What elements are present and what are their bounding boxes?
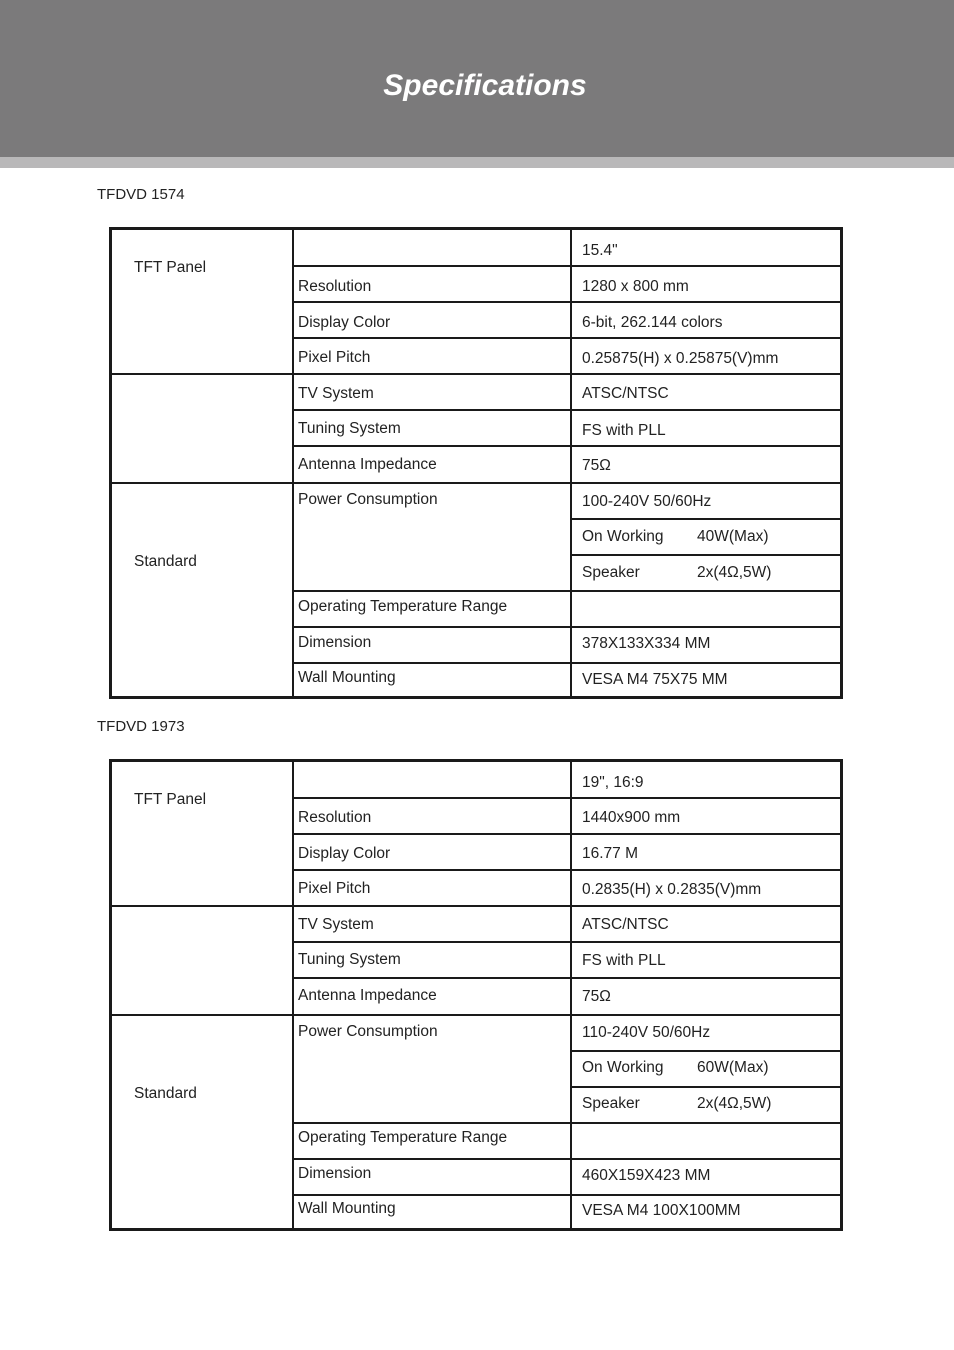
- model-label: TFDVD 1574: [97, 186, 185, 203]
- row-divider: [292, 662, 840, 664]
- row-divider: [570, 1086, 840, 1088]
- param-cell: Tuning System: [298, 420, 401, 437]
- power-working-label: On Working: [582, 1059, 664, 1076]
- value-cell: VESA M4 75X75 MM: [582, 671, 728, 688]
- row-divider: [292, 869, 840, 871]
- value-cell: 1440x900 mm: [582, 809, 681, 826]
- power-working-value: 60W(Max): [697, 1059, 769, 1076]
- group-divider: [112, 373, 840, 375]
- row-divider: [570, 1050, 840, 1052]
- value-cell: FS with PLL: [582, 952, 666, 969]
- group-divider: [112, 1014, 840, 1016]
- row-divider: [570, 518, 840, 520]
- page-title: Specifications: [383, 69, 587, 102]
- row-divider: [292, 445, 840, 447]
- row-divider: [292, 941, 840, 943]
- param-cell: Display Color: [298, 314, 391, 331]
- row-divider: [292, 1158, 840, 1160]
- row-divider: [292, 626, 840, 628]
- value-cell: 378X133X334 MM: [582, 635, 711, 652]
- row-divider: [292, 301, 840, 303]
- row-divider: [292, 265, 840, 267]
- group-label-standard: Standard: [134, 1085, 197, 1102]
- param-cell: Operating Temperature Range: [298, 1129, 508, 1146]
- param-cell: Resolution: [298, 809, 372, 826]
- param-cell: Pixel Pitch: [298, 880, 371, 897]
- param-cell: TV System: [298, 916, 374, 933]
- power-speaker-value: 2x(4Ω,5W): [697, 1095, 772, 1112]
- param-cell-power: Power Consumption: [298, 491, 438, 508]
- header-strip: [0, 157, 954, 168]
- row-divider: [292, 1122, 840, 1124]
- value-cell: FS with PLL: [582, 422, 666, 439]
- row-divider: [570, 554, 840, 556]
- value-cell-power-input: 110-240V 50/60Hz: [582, 1024, 711, 1041]
- power-working-value: 40W(Max): [697, 528, 769, 545]
- value-cell: 19", 16:9: [582, 774, 644, 791]
- row-divider: [292, 977, 840, 979]
- param-cell: Wall Mounting: [298, 1200, 396, 1217]
- row-divider: [292, 337, 840, 339]
- param-cell: Resolution: [298, 278, 372, 295]
- param-cell-power: Power Consumption: [298, 1023, 438, 1040]
- param-cell: Dimension: [298, 1165, 372, 1182]
- param-cell: Display Color: [298, 845, 391, 862]
- group-divider: [112, 905, 840, 907]
- value-cell: VESA M4 100X100MM: [582, 1202, 741, 1219]
- row-divider: [292, 797, 840, 799]
- param-cell: Tuning System: [298, 951, 401, 968]
- model-label: TFDVD 1973: [97, 718, 185, 735]
- param-cell: Wall Mounting: [298, 669, 396, 686]
- value-cell: 0.2835(H) x 0.2835(V)mm: [582, 881, 762, 898]
- param-cell: Pixel Pitch: [298, 349, 371, 366]
- spec-table: [109, 759, 843, 1231]
- power-working-label: On Working: [582, 528, 664, 545]
- value-cell: ATSC/NTSC: [582, 916, 669, 933]
- row-divider: [292, 590, 840, 592]
- param-cell: Antenna Impedance: [298, 456, 437, 473]
- group-label-tft-panel: TFT Panel: [134, 259, 207, 276]
- power-speaker-label: Speaker: [582, 1095, 640, 1112]
- value-cell: 6-bit, 262.144 colors: [582, 314, 723, 331]
- value-cell: 15.4": [582, 242, 618, 259]
- power-speaker-value: 2x(4Ω,5W): [697, 564, 772, 581]
- value-cell: 16.77 M: [582, 845, 639, 862]
- spec-table: [109, 227, 843, 699]
- param-cell: Antenna Impedance: [298, 987, 437, 1004]
- power-speaker-label: Speaker: [582, 564, 640, 581]
- group-label-standard: Standard: [134, 553, 197, 570]
- param-cell: TV System: [298, 385, 374, 402]
- value-cell: ATSC/NTSC: [582, 385, 669, 402]
- param-cell: Operating Temperature Range: [298, 598, 508, 615]
- value-cell: 1280 x 800 mm: [582, 278, 689, 295]
- row-divider: [292, 1194, 840, 1196]
- value-cell: 75Ω: [582, 457, 611, 474]
- value-cell-power-input: 100-240V 50/60Hz: [582, 493, 712, 510]
- param-cell: Dimension: [298, 634, 372, 651]
- value-cell: 460X159X423 MM: [582, 1167, 711, 1184]
- row-divider: [292, 833, 840, 835]
- group-divider: [112, 482, 840, 484]
- group-label-tft-panel: TFT Panel: [134, 791, 207, 808]
- value-cell: 75Ω: [582, 988, 611, 1005]
- row-divider: [292, 409, 840, 411]
- value-cell: 0.25875(H) x 0.25875(V)mm: [582, 350, 779, 367]
